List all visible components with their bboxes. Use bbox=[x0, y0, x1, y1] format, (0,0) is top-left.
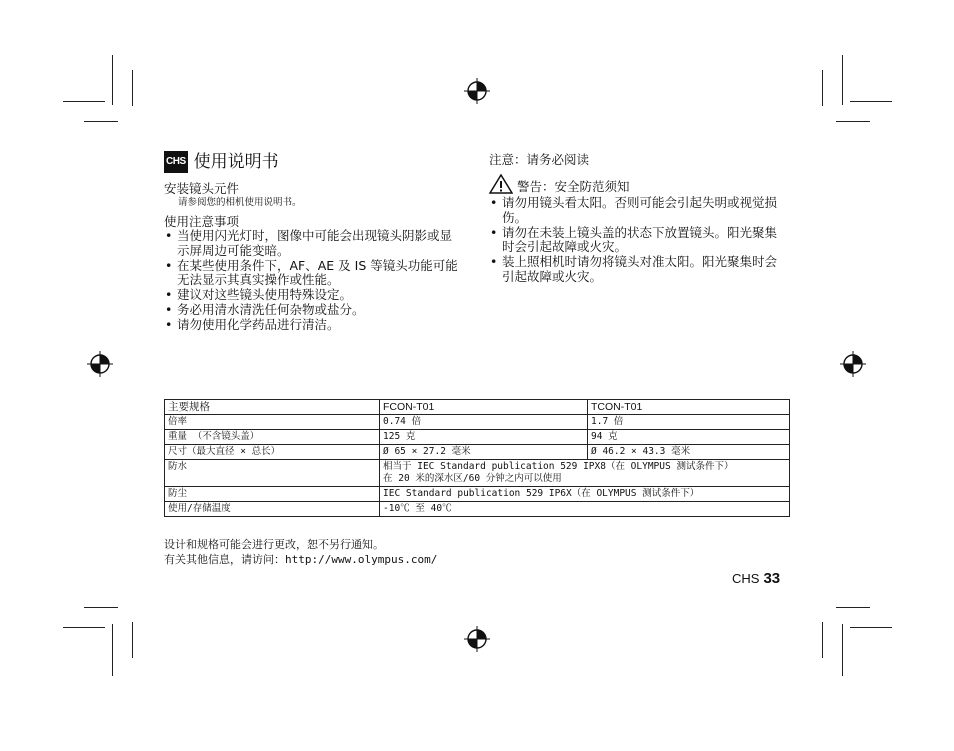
table-cell: 倍率 bbox=[165, 415, 380, 430]
list-item: • 务必用清水清洗任何杂物或盐分。 bbox=[164, 303, 464, 318]
footer-notes bbox=[164, 537, 437, 567]
table-row bbox=[165, 415, 790, 430]
registration-mark-icon bbox=[840, 351, 866, 377]
registration-mark-icon bbox=[464, 626, 490, 652]
table-cell: 尺寸（最大直径 × 总长） bbox=[165, 445, 380, 460]
crop-mark bbox=[836, 607, 870, 608]
page-language-label: CHS bbox=[732, 571, 760, 586]
table-cell bbox=[380, 460, 790, 487]
table-row bbox=[165, 502, 790, 517]
list-item: • 装上照相机时请勿将镜头对准太阳。阳光聚集时会引起故障或火灾。 bbox=[489, 255, 789, 285]
table-cell: 0.74 倍 bbox=[380, 415, 588, 430]
table-cell: 防水 bbox=[165, 460, 380, 487]
crop-mark bbox=[836, 121, 870, 122]
crop-mark bbox=[63, 101, 105, 102]
warning-title: 警告：安全防范须知 bbox=[517, 179, 630, 194]
table-cell: -10℃ 至 40℃ bbox=[380, 502, 790, 517]
table-row bbox=[165, 445, 790, 460]
table-row bbox=[165, 460, 790, 487]
page-number bbox=[732, 570, 780, 588]
footer-line: 有关其他信息，请访问：http://www.olympus.com/ bbox=[164, 553, 438, 566]
table-cell: Ø 65 × 27.2 毫米 bbox=[380, 445, 588, 460]
table-cell: 94 克 bbox=[588, 430, 790, 445]
registration-mark-icon bbox=[87, 351, 113, 377]
table-cell: 1.7 倍 bbox=[588, 415, 790, 430]
crop-mark bbox=[132, 70, 133, 106]
crop-mark bbox=[842, 624, 843, 676]
list-item: • 当使用闪光灯时，图像中可能会出现镜头阴影或显示屏周边可能变暗。 bbox=[164, 229, 464, 259]
title-text: 使用说明书 bbox=[193, 152, 279, 172]
crop-mark bbox=[842, 55, 843, 105]
crop-mark bbox=[84, 607, 118, 608]
footer-line: 设计和规格可能会进行更改，恕不另行通知。 bbox=[164, 538, 384, 551]
list-item: • 建议对这些镜头使用特殊设定。 bbox=[164, 288, 464, 303]
table-cell: 防尘 bbox=[165, 487, 380, 502]
crop-mark bbox=[112, 624, 113, 676]
install-note: 请参阅您的相机使用说明书。 bbox=[178, 197, 302, 208]
table-cell: IEC Standard publication 529 IP6X（在 OLYMPUS 测试条件下） bbox=[380, 487, 790, 502]
table-row bbox=[165, 487, 790, 502]
page-number-value: 33 bbox=[763, 570, 781, 587]
table-cell: Ø 46.2 × 43.3 毫米 bbox=[588, 445, 790, 460]
crop-mark bbox=[850, 627, 892, 628]
table-header-row bbox=[165, 400, 790, 415]
waterproof-line: 相当于 IEC Standard publication 529 IPX8（在 OLYMPUS 测试条件下） bbox=[383, 461, 734, 472]
table-cell: 125 克 bbox=[380, 430, 588, 445]
crop-mark bbox=[63, 627, 105, 628]
precautions-heading: 使用注意事项 bbox=[164, 214, 240, 229]
warning-heading bbox=[489, 174, 630, 195]
crop-mark bbox=[132, 622, 133, 658]
list-item: • 请勿在未装上镜头盖的状态下放置镜头。阳光聚集时会引起故障或火灾。 bbox=[489, 226, 789, 256]
spec-table bbox=[164, 399, 790, 517]
registration-mark-icon bbox=[464, 78, 490, 104]
crop-mark bbox=[822, 70, 823, 106]
list-item: • 请勿使用化学药品进行清洁。 bbox=[164, 318, 464, 333]
table-cell: 使用/存储温度 bbox=[165, 502, 380, 517]
language-badge: CHS bbox=[164, 151, 188, 173]
table-header-cell: FCON-T01 bbox=[380, 400, 588, 415]
table-header-cell: 主要规格 bbox=[165, 400, 380, 415]
install-heading: 安装镜头元件 bbox=[164, 181, 240, 196]
crop-mark bbox=[112, 55, 113, 105]
table-cell: 重量 （不含镜头盖） bbox=[165, 430, 380, 445]
crop-mark bbox=[850, 101, 892, 102]
crop-mark bbox=[84, 121, 118, 122]
page-title bbox=[164, 151, 279, 173]
waterproof-line: 在 20 米的深水区/60 分钟之内可以使用 bbox=[383, 473, 562, 484]
warning-icon bbox=[489, 174, 513, 194]
crop-mark bbox=[822, 622, 823, 658]
table-header-cell: TCON-T01 bbox=[588, 400, 790, 415]
list-item: • 请勿用镜头看太阳。否则可能会引起失明或视觉损伤。 bbox=[489, 196, 789, 226]
list-item: • 在某些使用条件下，AF、AE 及 IS 等镜头功能可能无法显示其真实操作或性能。 bbox=[164, 259, 464, 289]
table-row bbox=[165, 430, 790, 445]
precautions-list bbox=[164, 229, 464, 333]
warnings-list bbox=[489, 196, 789, 285]
notice-heading: 注意：请务必阅读 bbox=[489, 152, 590, 167]
